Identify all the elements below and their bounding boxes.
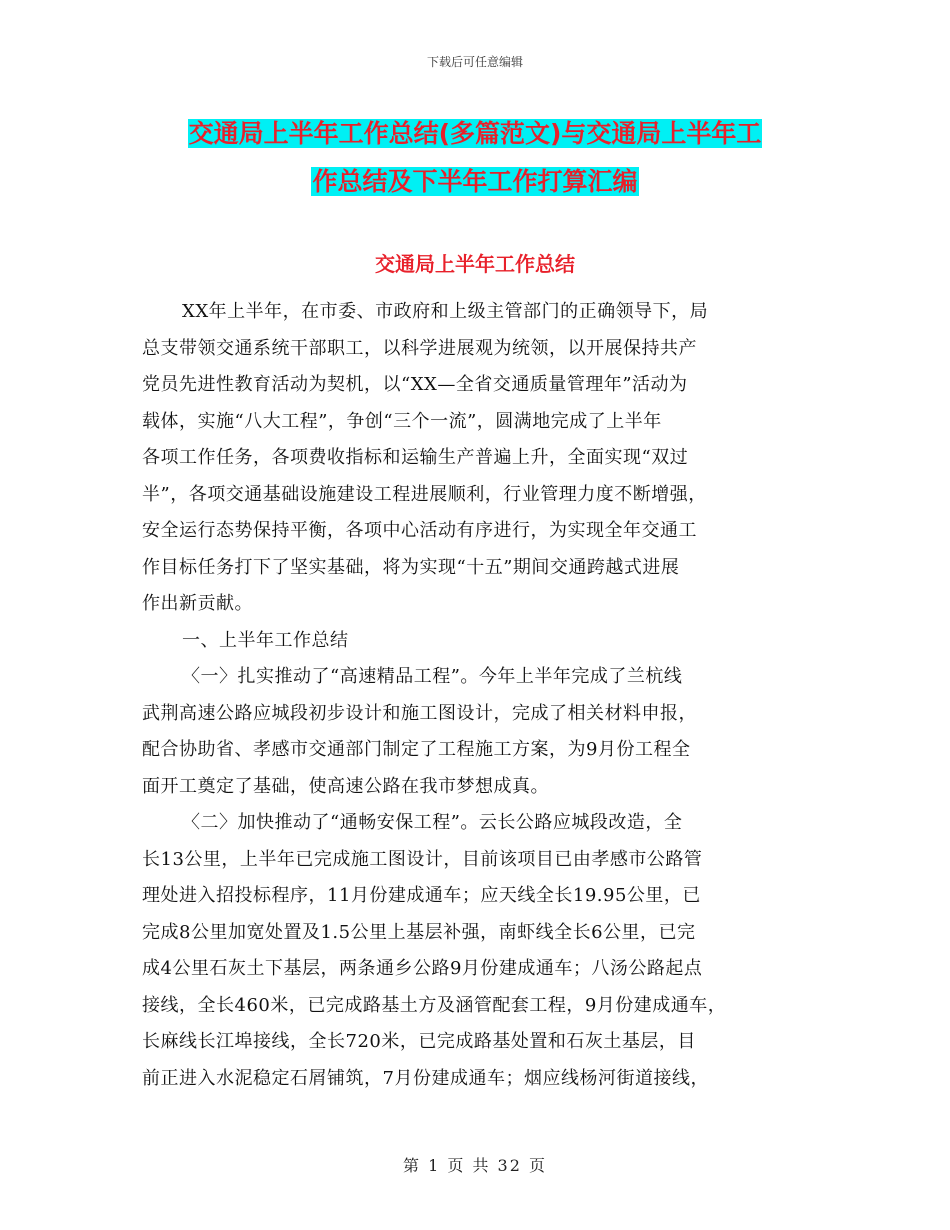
text-line: 长13公里，上半年已完成施工图设计，目前该项目已由孝感市公路管 (142, 848, 703, 870)
text-line: 配合协助省、孝感市交通部门制定了工程施工方案，为9月份工程全 (142, 739, 691, 760)
page-number: 第 1 页 共 32 页 (403, 1156, 547, 1175)
page-header: 下载后可任意编辑 (426, 55, 523, 69)
title-line-1: 交通局上半年工作总结(多篇范文)与交通局上半年工 (188, 119, 762, 148)
text-line: 接线，全长460米，已完成路基土方及涵管配套工程，9月份建成通车， (142, 994, 727, 1016)
text-line: 面开工奠定了基础，使高速公路在我市梦想成真。 (142, 775, 549, 797)
text-line: 作目标任务打下了坚实基础，将为实现“十五”期间交通跨越式进展 (142, 556, 680, 578)
text-line: XX年上半年，在市委、市政府和上级主管部门的正确领导下，局 (182, 301, 709, 322)
text-line: 总支带领交通系统干部职工，以科学进展观为统领，以开展保持共产 (142, 337, 697, 359)
text-line: 各项工作任务，各项费收指标和运输生产普遍上升，全面实现“双过 (142, 447, 689, 468)
title-line-2: 作总结及下半年工作打算汇编 (312, 167, 638, 196)
text-line: 一、上半年工作总结 (182, 629, 349, 651)
text-line: 安全运行态势保持平衡，各项中心活动有序进行，为实现全年交通工 (142, 520, 697, 541)
text-line: 载体，实施“八大工程”，争创“三个一流”，圆满地完成了上半年 (142, 410, 662, 432)
section-title: 交通局上半年工作总结 (375, 252, 575, 276)
document-title (0, 110, 950, 206)
text-line: 半”，各项交通基础设施建设工程进展顺利，行业管理力度不断增强， (142, 483, 707, 505)
text-line: 作出新贡献。 (142, 593, 253, 614)
text-line: 〈一〉扎实推动了“高速精品工程”。今年上半年完成了兰杭线 (182, 666, 683, 687)
text-line: 〈二〉加快推动了“通畅安保工程”。云长公路应城段改造，全 (182, 812, 683, 833)
document-body (142, 294, 822, 1097)
text-line: 完成8公里加宽处置及1.5公里上基层补强，南虾线全长6公里，已完 (142, 921, 696, 943)
text-line: 成4公里石灰土下基层，两条通乡公路9月份建成通车；八汤公路起点 (142, 958, 703, 979)
text-line: 理处进入招投标程序，11月份建成通车；应天线全长19.95公里，已 (142, 885, 701, 906)
text-line: 长麻线长江埠接线，全长720米，已完成路基处置和石灰土基层，目 (142, 1031, 696, 1052)
text-line: 前正进入水泥稳定石屑铺筑，7月份建成通车；烟应线杨河街道接线， (142, 1067, 709, 1089)
text-line: 武荆高速公路应城段初步设计和施工图设计，完成了相关材料申报， (142, 702, 697, 724)
text-line: 党员先进性教育活动为契机，以“XX—全省交通质量管理年”活动为 (142, 374, 688, 395)
